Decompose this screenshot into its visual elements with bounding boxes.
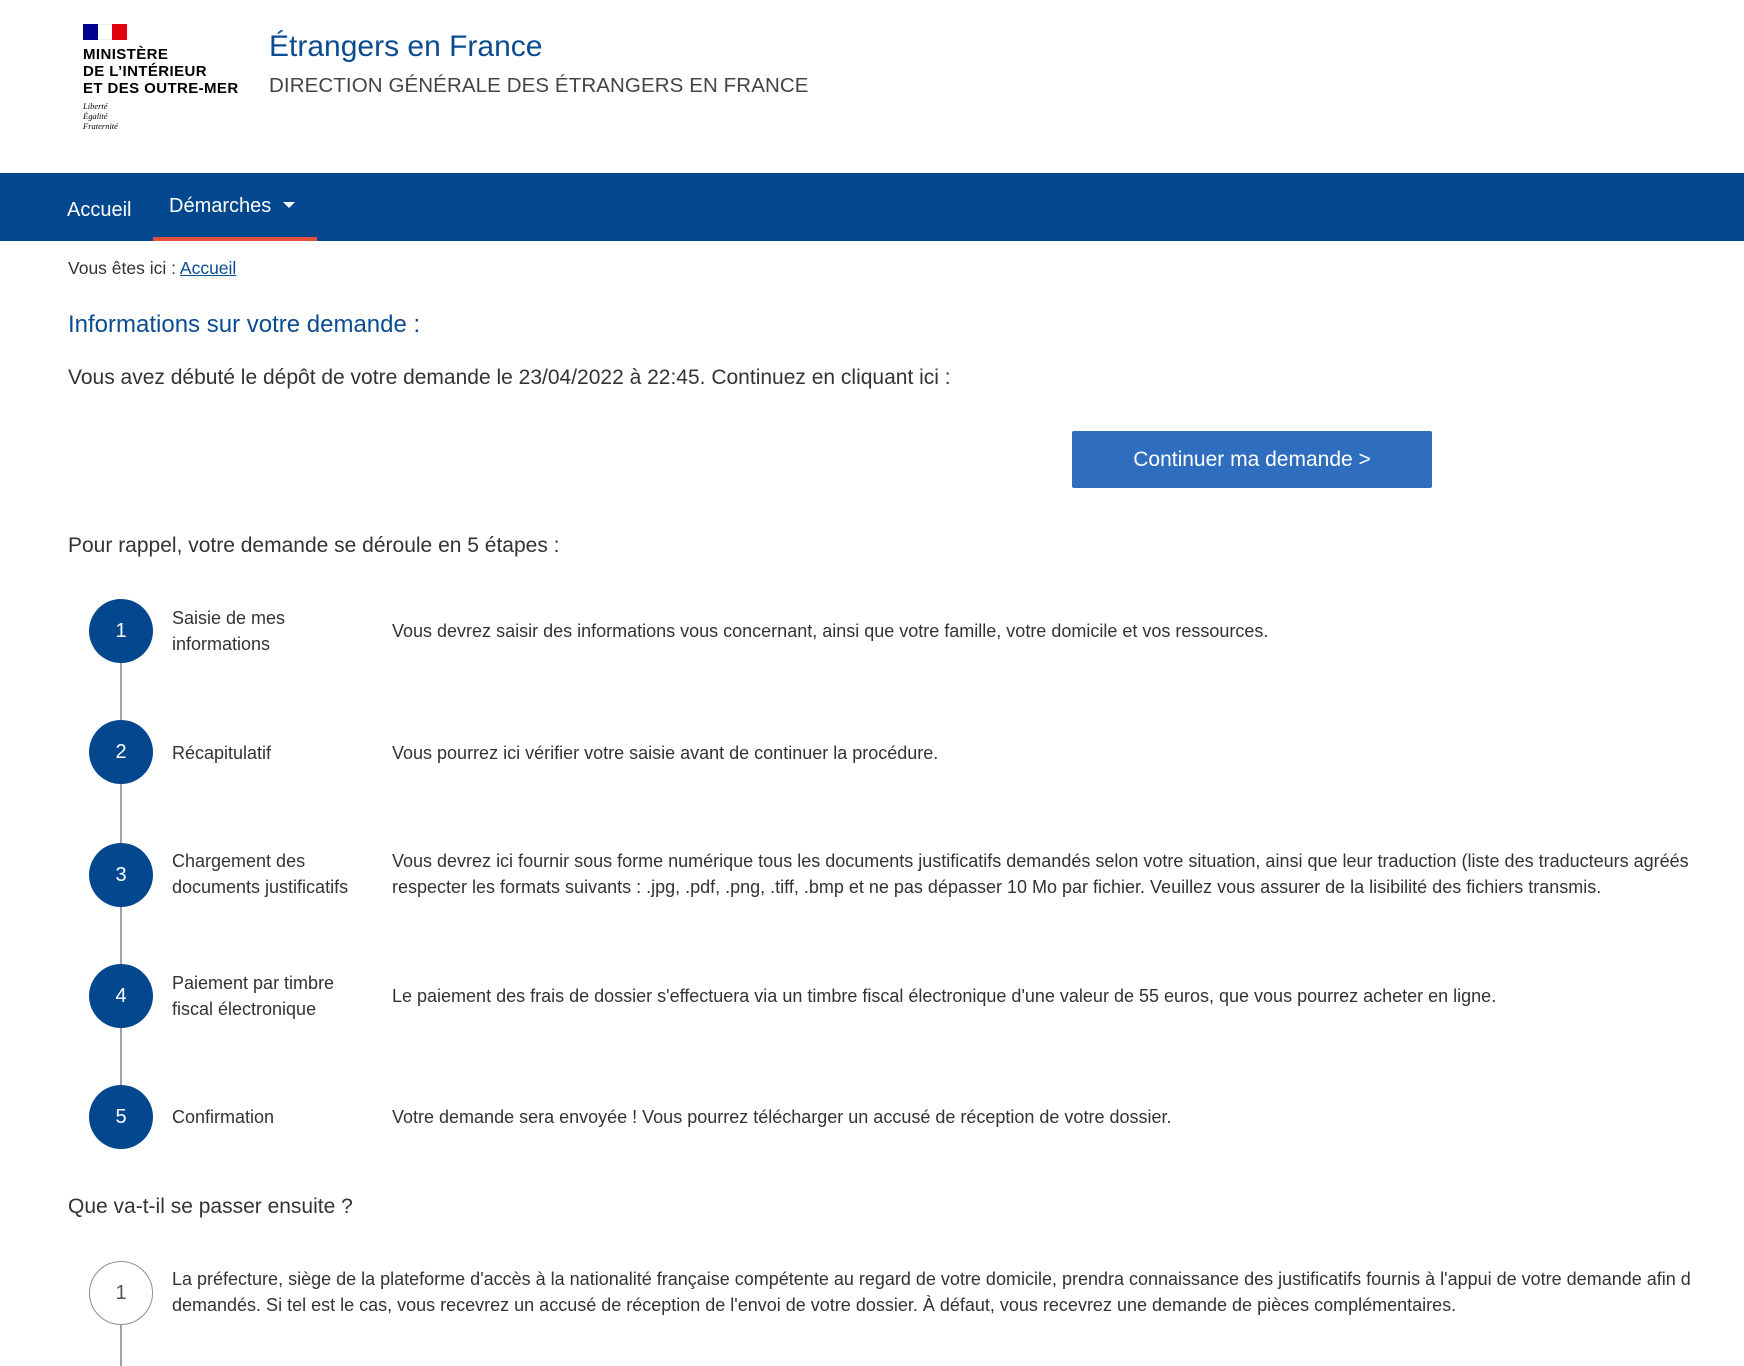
- step-description: Vous devrez saisir des informations vous concernant, ainsi que votre famille, votre domicile et vos ressources.: [392, 621, 1269, 641]
- motto-line: Liberté: [83, 101, 108, 111]
- steps-intro: Pour rappel, votre demande se déroule en 5 étapes :: [68, 534, 560, 557]
- step-label: Chargement des documents justificatifs: [172, 851, 349, 897]
- step-description: Le paiement des frais de dossier s'effectuera via un timbre fiscal électronique d'une valeur de 55 euros, que vous pourrez acheter en ligne.: [392, 986, 1497, 1006]
- breadcrumb-prefix: Vous êtes ici :: [68, 258, 176, 278]
- step-label: Récapitulatif: [172, 743, 272, 763]
- step-number-badge: 1: [89, 599, 153, 663]
- step-label: Saisie de mes informations: [172, 608, 286, 654]
- nav-item-demarches[interactable]: [153, 173, 317, 241]
- step-number-badge: 2: [89, 720, 153, 784]
- continue-request-button[interactable]: Continuer ma demande >: [1072, 431, 1432, 488]
- nav-item-label: Démarches: [169, 195, 272, 217]
- motto-line: Égalité: [83, 111, 108, 121]
- logo-line: ET DES OUTRE-MER: [83, 80, 239, 97]
- next-step-description-line: La préfecture, siège de la plateforme d'accès à la nationalité française compétente au regard de votre domicile, prendra connaissance des justificatifs fournis à l'appui de votre demande afin d: [172, 1269, 1691, 1289]
- timeline-connector: [120, 1325, 122, 1366]
- step-number-badge: 4: [89, 964, 153, 1028]
- step-description-line: respecter les formats suivants : .jpg, .pdf, .png, .tiff, .bmp et ne pas dépasser 10 Mo par fichier. Veuillez vous assurer de la lisibilité des fichiers transmis.: [392, 877, 1602, 897]
- french-flag-icon: [83, 24, 127, 40]
- next-step-description-line: demandés. Si tel est le cas, vous recevrez un accusé de réception de l'envoi de votre dossier. À défaut, vous recevrez une demande de pièces complémentaires.: [172, 1295, 1457, 1315]
- step-label: Paiement par timbre fiscal électronique: [172, 973, 335, 1019]
- motto-line: Fraternité: [83, 121, 118, 131]
- site-subtitle: DIRECTION GÉNÉRALE DES ÉTRANGERS EN FRANCE: [269, 74, 809, 97]
- next-steps-title: Que va-t-il se passer ensuite ?: [68, 1195, 353, 1218]
- next-step-description: [172, 1266, 1691, 1318]
- step-label: Confirmation: [172, 1107, 275, 1127]
- step-number-badge: 5: [89, 1085, 153, 1149]
- step-description: Vous pourrez ici vérifier votre saisie avant de continuer la procédure.: [392, 743, 939, 763]
- site-title[interactable]: Étrangers en France: [269, 30, 543, 63]
- main-nav: [0, 173, 1744, 241]
- step-number-badge: 3: [89, 843, 153, 907]
- ministry-logo[interactable]: [83, 24, 243, 134]
- caret-down-icon: [283, 202, 295, 208]
- next-step-number-badge: 1: [89, 1261, 153, 1325]
- intro-text: Vous avez débuté le dépôt de votre demande le 23/04/2022 à 22:45. Continuez en cliquant ici :: [68, 366, 951, 389]
- step-description: [392, 848, 1689, 900]
- step-description: Votre demande sera envoyée ! Vous pourrez télécharger un accusé de réception de votre dossier.: [392, 1107, 1172, 1127]
- site-header: [0, 0, 1744, 173]
- breadcrumb-link-accueil[interactable]: Accueil: [179, 258, 237, 278]
- breadcrumb: [68, 258, 236, 279]
- section-title: Informations sur votre demande :: [68, 311, 421, 338]
- logo-line: DE L’INTÉRIEUR: [83, 63, 207, 80]
- nav-item-accueil[interactable]: Accueil: [67, 199, 132, 221]
- logo-line: MINISTÈRE: [83, 46, 169, 63]
- step-description-line: Vous devrez ici fournir sous forme numérique tous les documents justificatifs demandés selon votre situation, ainsi que leur traduction (liste des traducteurs agréés: [392, 851, 1689, 871]
- republic-motto: [83, 101, 243, 131]
